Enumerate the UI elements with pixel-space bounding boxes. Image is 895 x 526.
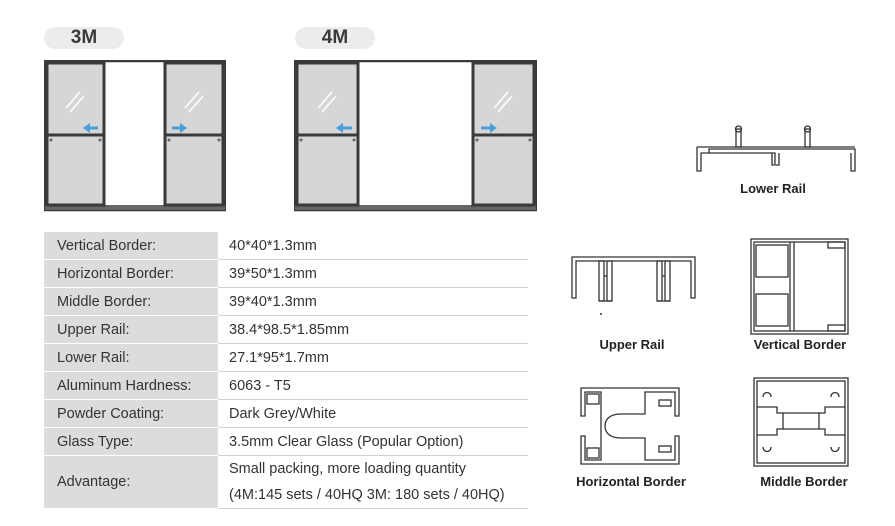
spec-key: Upper Rail: (44, 316, 218, 344)
middle-border-profile (753, 377, 849, 467)
spec-row (44, 400, 528, 428)
spec-row (44, 288, 528, 316)
spec-value (218, 456, 528, 509)
spec-key: Middle Border: (44, 288, 218, 316)
spec-key: Glass Type: (44, 428, 218, 456)
spec-value: Dark Grey/White (218, 400, 528, 428)
door-4m-diagram (294, 60, 537, 212)
upper-rail-label: Upper Rail (599, 337, 665, 352)
spec-key: Aluminum Hardness: (44, 372, 218, 400)
spec-value: 27.1*95*1.7mm (218, 344, 528, 372)
lower-rail-profile (695, 123, 857, 173)
spec-value: 38.4*98.5*1.85mm (218, 316, 528, 344)
spec-value: 6063 - T5 (218, 372, 528, 400)
spec-key: Horizontal Border: (44, 260, 218, 288)
upper-rail-profile (571, 256, 697, 318)
advantage-line-1: Small packing, more loading quantity (229, 461, 466, 477)
spec-key: Powder Coating: (44, 400, 218, 428)
spec-row (44, 428, 528, 456)
spec-value: 40*40*1.3mm (218, 232, 528, 260)
vertical-border-label: Vertical Border (753, 337, 847, 352)
advantage-line-2: (4M:145 sets / 40HQ 3M: 180 sets / 40HQ) (229, 487, 505, 503)
spec-key: Vertical Border: (44, 232, 218, 260)
left-sliding-panel (297, 63, 358, 205)
spec-value: 3.5mm Clear Glass (Popular Option) (218, 428, 528, 456)
door-4m-label: 4M (295, 27, 375, 49)
spec-row (44, 372, 528, 400)
spec-row (44, 232, 528, 260)
middle-border-label: Middle Border (760, 474, 848, 489)
spec-key: Lower Rail: (44, 344, 218, 372)
right-sliding-panel (473, 63, 534, 205)
left-sliding-panel (47, 63, 104, 205)
spec-row (44, 344, 528, 372)
horizontal-border-label: Horizontal Border (576, 474, 686, 489)
spec-row (44, 456, 528, 509)
horizontal-border-profile (579, 386, 683, 466)
vertical-border-profile (750, 238, 850, 336)
spec-value: 39*50*1.3mm (218, 260, 528, 288)
spec-value: 39*40*1.3mm (218, 288, 528, 316)
spec-row (44, 316, 528, 344)
lower-rail-label: Lower Rail (740, 181, 806, 196)
spec-row (44, 260, 528, 288)
door-3m-diagram (44, 60, 226, 212)
right-sliding-panel (165, 63, 223, 205)
spec-table (44, 232, 528, 509)
spec-key: Advantage: (44, 456, 218, 509)
door-3m-label: 3M (44, 27, 124, 49)
